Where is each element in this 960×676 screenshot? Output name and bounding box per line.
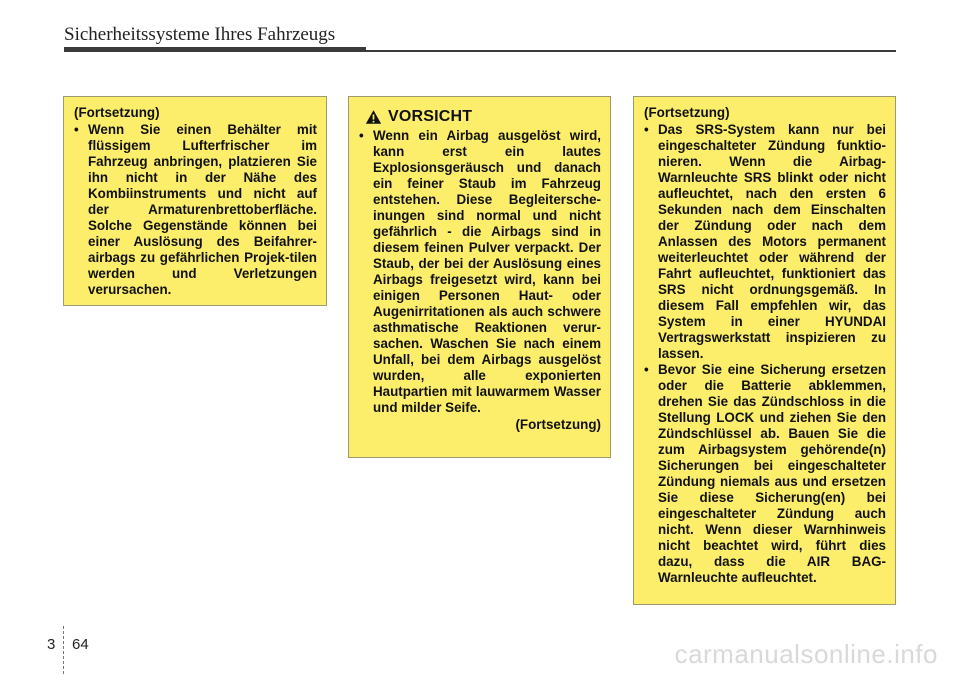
- warning-triangle-icon: [365, 109, 382, 125]
- header-rule-thick: [64, 47, 366, 52]
- chapter-number: 3: [47, 636, 56, 653]
- bullet-list: [74, 122, 317, 298]
- continuation-label: (Fortsetzung): [74, 105, 160, 120]
- list-item: • Bevor Sie eine Sicherung ersetzen oder die Batterie abklemmen, drehen Sie das Zündschloss in die Stellung LOCK und ziehen Sie den Zündschlüssel ab. Bauen Sie die zum Airbagsystem gehörende(n) Sicherungen bei eingeschalteter Zündung niemals aus und ersetzen Sie diese Sicherung(en) bei eingeschalteter Zündung auch nicht. Wenn dieser Warnhinweis nicht beachtet wird, führt dies dazu, dass die AIR BAG-Warnleuchte aufleuchtet.: [644, 362, 886, 586]
- note-box-left: [63, 96, 327, 306]
- list-item: • Das SRS-System kann nur bei eingeschalteter Zündung funktio-nieren. Wenn die Airbag-Warnleuchte SRS blinkt oder nicht aufleuchtet, nach den ersten 6 Sekunden nach dem Einschalten der Zündung oder nach dem Anlassen des Motors permanent weiterleuchtet oder während der Fahrt aufleuchtet, funktioniert das SRS nicht ordnungsgemäß. In diesem Fall empfehlen wir, das System in einer HYUNDAI Vertragswerkstatt inspizieren zu lassen.: [644, 122, 886, 362]
- continuation-label: (Fortsetzung): [515, 417, 601, 432]
- note-box-right: [633, 96, 896, 605]
- list-item: • Wenn ein Airbag ausgelöst wird, kann erst ein lautes Explosionsgeräusch und danach ein feiner Staub im Fahrzeug entstehen. Diese Begleitersche-inungen sind normal und nicht gefährlich - die Airbags sind in diesem feinen Pulver verpackt. Der Staub, der bei der Auslösung eines Airbags freigesetzt wird, kann bei einigen Personen Haut- oder Augenirritationen als auch schwere asthmatische Reaktionen verur-sachen. Waschen Sie nach einem Unfall, bei dem Airbags ausgelöst wurden, alle exponierten Hautpartien mit lauwarmem Wasser und milder Seife.: [359, 128, 601, 416]
- page-number: 64: [72, 636, 89, 653]
- list-item: • Wenn Sie einen Behälter mit flüssigem Lufterfrischer im Fahrzeug anbringen, platzieren Sie ihn nicht in der Nähe des Kombiinstruments und nicht auf der Armaturenbrettoberfläche. Solche Gegenstände können bei einer Auslösung des Beifahrer-airbags zu gefährlichen Projek-tilen werden und Verletzungen verursachen.: [74, 122, 317, 298]
- caution-header: [365, 109, 601, 125]
- page-title: Sicherheitssysteme Ihres Fahrzeugs: [64, 24, 336, 45]
- caution-box: [348, 96, 611, 458]
- bullet-list: [644, 122, 886, 586]
- watermark: carmanualsonline.info: [674, 639, 938, 669]
- page-number-divider: [63, 626, 64, 674]
- header-rule-thin: [366, 50, 896, 52]
- continuation-label: (Fortsetzung): [644, 105, 730, 120]
- caution-title: VORSICHT: [388, 108, 473, 125]
- bullet-list: [359, 128, 601, 416]
